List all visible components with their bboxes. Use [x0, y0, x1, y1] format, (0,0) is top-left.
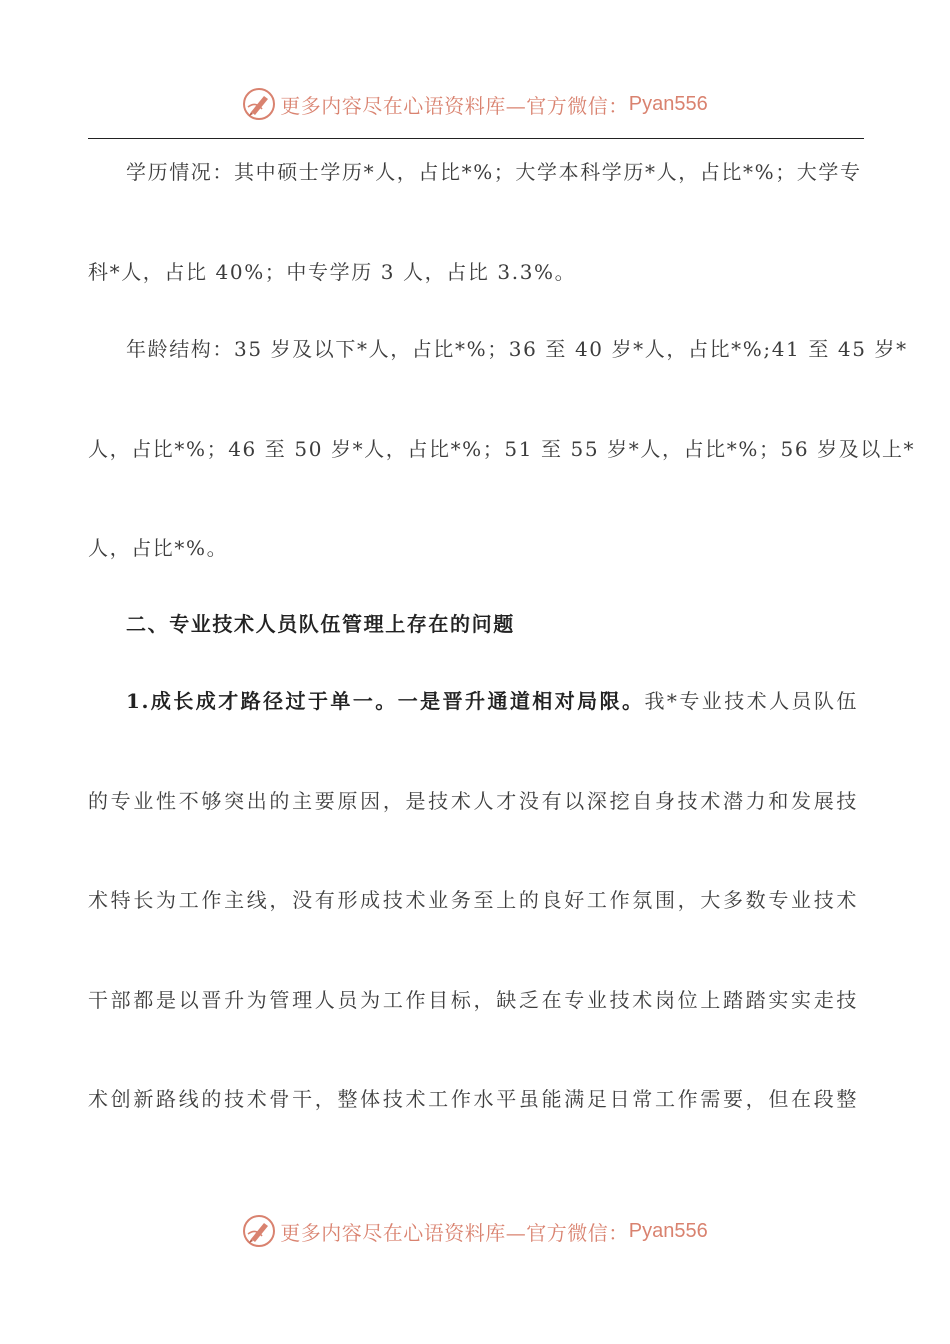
banner-wechat-id: Pyan556 [628, 92, 708, 115]
footer-banner-text: 更多内容尽在心语资料库—官方微信： [280, 1220, 629, 1245]
age-line-1: 年龄结构：35 岁及以下*人，占比*%；36 至 40 岁*人，占比*%;41 至 45 岁* [126, 337, 908, 361]
age-line-2: 人，占比*%；46 至 50 岁*人，占比*%；51 至 55 岁*人，占比*%；56 岁及以上* [88, 437, 916, 461]
problem1-line-1 [126, 689, 858, 713]
problem1-line-2: 的专业性不够突出的主要原因，是技术人才没有以深挖自身技术潜力和发展技 [88, 789, 858, 813]
problem1-line-4: 干部都是以晋升为管理人员为工作目标，缺乏在专业技术岗位上踏踏实实走技 [88, 988, 858, 1012]
education-line-2: 科*人，占比 40%；中专学历 3 人，占比 3.3%。 [88, 260, 577, 284]
problem1-line-5: 术创新路线的技术骨干，整体技术工作水平虽能满足日常工作需要，但在段整 [88, 1087, 858, 1111]
footer-banner [0, 1211, 950, 1251]
problem1-bold-lead: 1.成长成才路径过于单一。一是晋升通道相对局限。 [126, 689, 645, 713]
problem1-line-1-rest: 我*专业技术人员队伍 [644, 689, 858, 713]
banner-text: 更多内容尽在心语资料库—官方微信： [280, 93, 629, 118]
section-heading: 二、专业技术人员队伍管理上存在的问题 [126, 612, 515, 636]
pen-logo-icon [242, 1214, 276, 1248]
header-banner [0, 84, 950, 124]
footer-banner-wechat-id: Pyan556 [628, 1219, 708, 1242]
problem1-line-3: 术特长为工作主线，没有形成技术业务至上的良好工作氛围，大多数专业技术 [88, 888, 858, 912]
pen-logo-icon [242, 87, 276, 121]
education-line-1: 学历情况：其中硕士学历*人，占比*%；大学本科学历*人，占比*%；大学专 [126, 160, 862, 184]
header-divider [88, 138, 864, 139]
age-line-3: 人，占比*%。 [88, 536, 229, 560]
